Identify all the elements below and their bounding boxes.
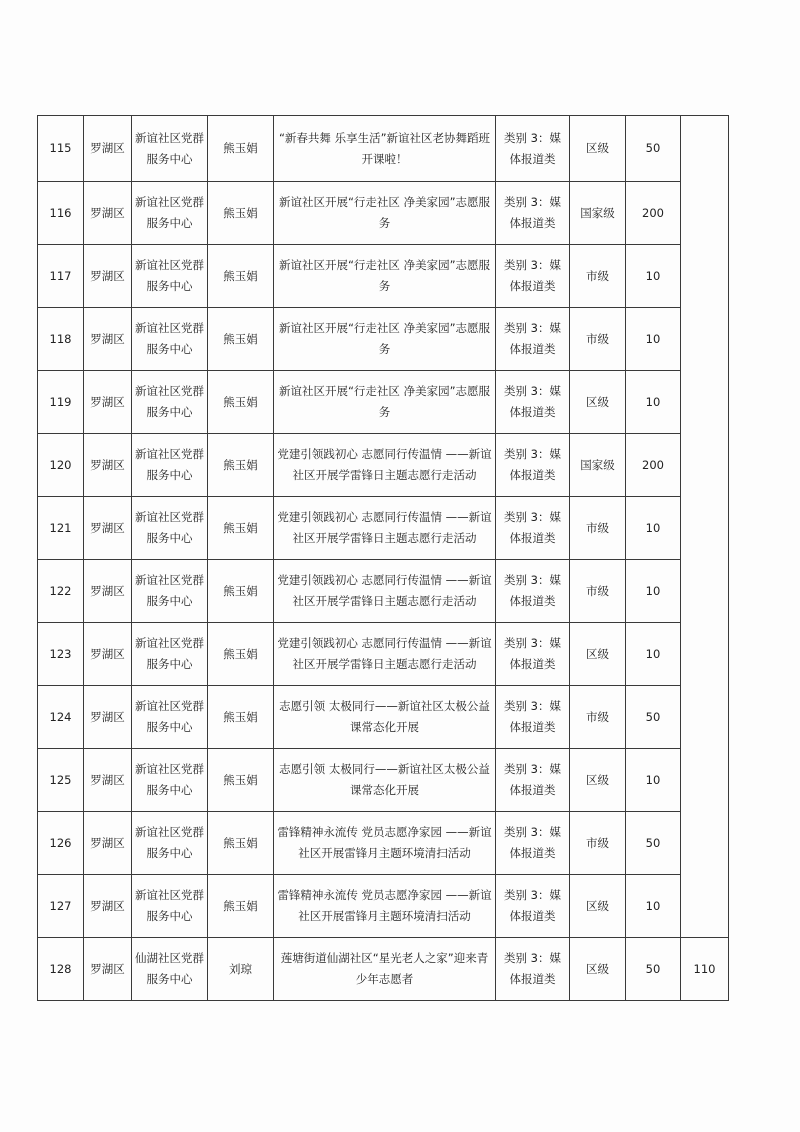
- level-cell: 区级: [570, 938, 626, 1001]
- record-number-cell: 122: [38, 560, 84, 623]
- record-number-cell: 124: [38, 686, 84, 749]
- unit-cell: 新谊社区党群服务中心: [132, 623, 208, 686]
- person-cell: 熊玉娟: [208, 497, 274, 560]
- person-cell: 熊玉娟: [208, 749, 274, 812]
- district-cell: 罗湖区: [84, 308, 132, 371]
- district-cell: 罗湖区: [84, 497, 132, 560]
- table-row: [38, 497, 729, 560]
- report-title-cell: 雷锋精神永流传 党员志愿净家园 ——新谊社区开展雷锋月主题环境清扫活动: [274, 812, 496, 875]
- category-cell: 类别 3：媒体报道类: [496, 938, 570, 1001]
- district-cell: 罗湖区: [84, 182, 132, 245]
- person-cell: 熊玉娟: [208, 116, 274, 182]
- unit-cell: 新谊社区党群服务中心: [132, 812, 208, 875]
- score-cell: 10: [626, 371, 681, 434]
- unit-cell: 新谊社区党群服务中心: [132, 308, 208, 371]
- category-cell: 类别 3：媒体报道类: [496, 749, 570, 812]
- category-cell: 类别 3：媒体报道类: [496, 875, 570, 938]
- unit-cell: 新谊社区党群服务中心: [132, 245, 208, 308]
- level-cell: 区级: [570, 371, 626, 434]
- category-cell: 类别 3：媒体报道类: [496, 116, 570, 182]
- level-cell: 市级: [570, 308, 626, 371]
- district-cell: 罗湖区: [84, 623, 132, 686]
- report-title-cell: 党建引领践初心 志愿同行传温情 ——新谊社区开展学雷锋日主题志愿行走活动: [274, 497, 496, 560]
- record-number-cell: 127: [38, 875, 84, 938]
- score-cell: 50: [626, 116, 681, 182]
- level-cell: 市级: [570, 245, 626, 308]
- district-cell: 罗湖区: [84, 560, 132, 623]
- record-number-cell: 116: [38, 182, 84, 245]
- unit-cell: 新谊社区党群服务中心: [132, 434, 208, 497]
- unit-cell: 新谊社区党群服务中心: [132, 875, 208, 938]
- level-cell: 市级: [570, 812, 626, 875]
- unit-cell: 新谊社区党群服务中心: [132, 497, 208, 560]
- unit-cell: 新谊社区党群服务中心: [132, 116, 208, 182]
- level-cell: 国家级: [570, 434, 626, 497]
- score-cell: 10: [626, 875, 681, 938]
- report-title-cell: 雷锋精神永流传 党员志愿净家园 ——新谊社区开展雷锋月主题环境清扫活动: [274, 875, 496, 938]
- report-title-cell: 志愿引领 太极同行——新谊社区太极公益课常态化开展: [274, 686, 496, 749]
- person-cell: 熊玉娟: [208, 623, 274, 686]
- table-row: [38, 560, 729, 623]
- person-cell: 熊玉娟: [208, 371, 274, 434]
- category-cell: 类别 3：媒体报道类: [496, 560, 570, 623]
- table-row: [38, 116, 729, 182]
- person-cell: 熊玉娟: [208, 434, 274, 497]
- category-cell: 类别 3：媒体报道类: [496, 245, 570, 308]
- level-cell: 区级: [570, 116, 626, 182]
- district-cell: 罗湖区: [84, 245, 132, 308]
- level-cell: 区级: [570, 875, 626, 938]
- table-row: [38, 686, 729, 749]
- table-row: [38, 875, 729, 938]
- record-number-cell: 117: [38, 245, 84, 308]
- records-table: [37, 115, 729, 1001]
- category-cell: 类别 3：媒体报道类: [496, 434, 570, 497]
- person-cell: 熊玉娟: [208, 308, 274, 371]
- level-cell: 国家级: [570, 182, 626, 245]
- person-cell: 刘琼: [208, 938, 274, 1001]
- level-cell: 市级: [570, 686, 626, 749]
- record-number-cell: 125: [38, 749, 84, 812]
- person-cell: 熊玉娟: [208, 182, 274, 245]
- report-title-cell: 志愿引领 太极同行——新谊社区太极公益课常态化开展: [274, 749, 496, 812]
- record-number-cell: 115: [38, 116, 84, 182]
- table-row: [38, 308, 729, 371]
- table-row: [38, 938, 729, 1001]
- record-number-cell: 121: [38, 497, 84, 560]
- district-cell: 罗湖区: [84, 812, 132, 875]
- record-number-cell: 123: [38, 623, 84, 686]
- district-cell: 罗湖区: [84, 875, 132, 938]
- category-cell: 类别 3：媒体报道类: [496, 182, 570, 245]
- unit-cell: 新谊社区党群服务中心: [132, 371, 208, 434]
- score-cell: 10: [626, 623, 681, 686]
- unit-cell: 新谊社区党群服务中心: [132, 749, 208, 812]
- district-cell: 罗湖区: [84, 371, 132, 434]
- record-number-cell: 120: [38, 434, 84, 497]
- table-row: [38, 371, 729, 434]
- category-cell: 类别 3：媒体报道类: [496, 623, 570, 686]
- category-cell: 类别 3：媒体报道类: [496, 308, 570, 371]
- record-number-cell: 119: [38, 371, 84, 434]
- district-cell: 罗湖区: [84, 434, 132, 497]
- table-row: [38, 245, 729, 308]
- table-row: [38, 623, 729, 686]
- person-cell: 熊玉娟: [208, 560, 274, 623]
- record-number-cell: 118: [38, 308, 84, 371]
- level-cell: 区级: [570, 623, 626, 686]
- record-number-cell: 126: [38, 812, 84, 875]
- unit-cell: 仙湖社区党群服务中心: [132, 938, 208, 1001]
- report-title-cell: 党建引领践初心 志愿同行传温情 ——新谊社区开展学雷锋日主题志愿行走活动: [274, 623, 496, 686]
- district-cell: 罗湖区: [84, 938, 132, 1001]
- level-cell: 区级: [570, 749, 626, 812]
- report-title-cell: 党建引领践初心 志愿同行传温情 ——新谊社区开展学雷锋日主题志愿行走活动: [274, 434, 496, 497]
- district-cell: 罗湖区: [84, 686, 132, 749]
- report-title-cell: 新谊社区开展“行走社区 净美家园”志愿服务: [274, 245, 496, 308]
- score-cell: 10: [626, 749, 681, 812]
- table-row: [38, 182, 729, 245]
- report-title-cell: 新谊社区开展“行走社区 净美家园”志愿服务: [274, 182, 496, 245]
- score-cell: 200: [626, 182, 681, 245]
- category-cell: 类别 3：媒体报道类: [496, 686, 570, 749]
- score-cell: 50: [626, 686, 681, 749]
- person-cell: 熊玉娟: [208, 245, 274, 308]
- district-cell: 罗湖区: [84, 116, 132, 182]
- person-cell: 熊玉娟: [208, 686, 274, 749]
- report-title-cell: 莲塘街道仙湖社区“星光老人之家”迎来青少年志愿者: [274, 938, 496, 1001]
- category-cell: 类别 3：媒体报道类: [496, 371, 570, 434]
- unit-cell: 新谊社区党群服务中心: [132, 686, 208, 749]
- records-table-body: [38, 116, 729, 1001]
- category-cell: 类别 3：媒体报道类: [496, 497, 570, 560]
- record-number-cell: 128: [38, 938, 84, 1001]
- table-row: [38, 749, 729, 812]
- category-cell: 类别 3：媒体报道类: [496, 812, 570, 875]
- score-cell: 50: [626, 938, 681, 1001]
- person-cell: 熊玉娟: [208, 875, 274, 938]
- unit-cell: 新谊社区党群服务中心: [132, 182, 208, 245]
- district-cell: 罗湖区: [84, 749, 132, 812]
- score-cell: 10: [626, 497, 681, 560]
- report-title-cell: 新谊社区开展“行走社区 净美家园”志愿服务: [274, 371, 496, 434]
- table-row: [38, 812, 729, 875]
- report-title-cell: 党建引领践初心 志愿同行传温情 ——新谊社区开展学雷锋日主题志愿行走活动: [274, 560, 496, 623]
- score-cell: 10: [626, 560, 681, 623]
- total-blank-cell: [681, 116, 729, 938]
- report-title-cell: 新谊社区开展“行走社区 净美家园”志愿服务: [274, 308, 496, 371]
- person-cell: 熊玉娟: [208, 812, 274, 875]
- level-cell: 市级: [570, 497, 626, 560]
- score-cell: 50: [626, 812, 681, 875]
- score-cell: 10: [626, 308, 681, 371]
- score-cell: 200: [626, 434, 681, 497]
- score-cell: 10: [626, 245, 681, 308]
- table-row: [38, 434, 729, 497]
- level-cell: 市级: [570, 560, 626, 623]
- report-title-cell: “新春共舞 乐享生活”新谊社区老协舞蹈班开课啦！: [274, 116, 496, 182]
- unit-cell: 新谊社区党群服务中心: [132, 560, 208, 623]
- total-score-cell: 110: [681, 938, 729, 1001]
